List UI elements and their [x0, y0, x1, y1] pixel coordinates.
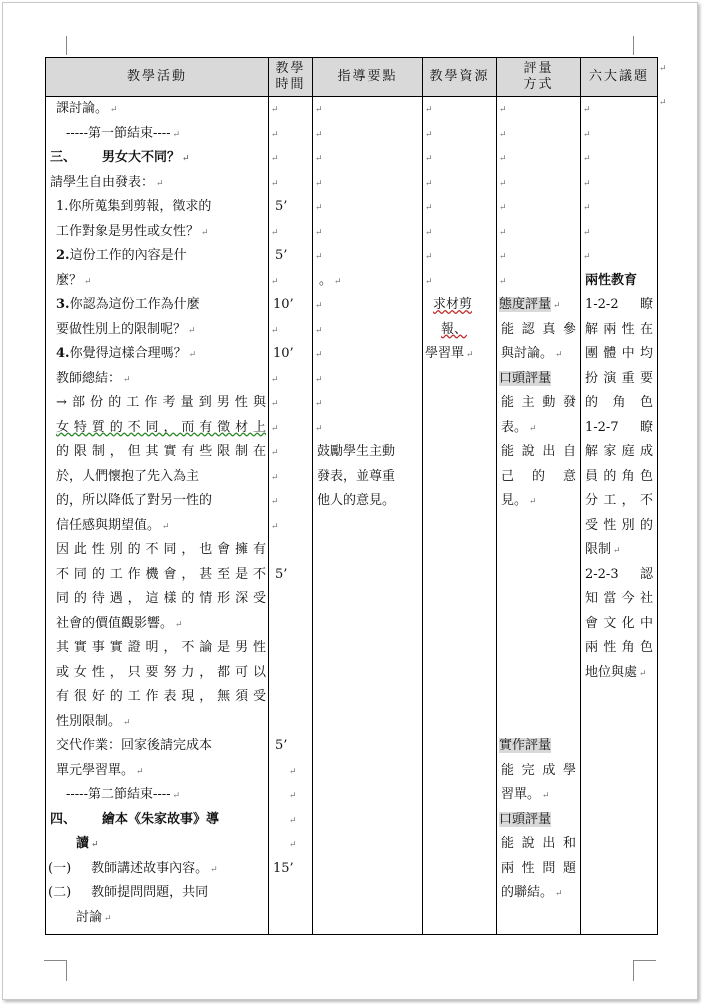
assessment-text: 能說出和	[501, 836, 576, 851]
time-value: 10’	[273, 297, 294, 312]
summary-line: 女特質的不同，而有徵材上	[56, 419, 266, 435]
time-cell: ↵	[271, 374, 279, 385]
guidance-cell: ↵	[315, 325, 323, 336]
issues-text: 受性別的	[585, 517, 653, 533]
assessment-cell	[497, 587, 580, 612]
guidance-cell: ↵	[315, 105, 323, 115]
resources-cell: ↵	[425, 105, 433, 115]
section-heading-continued: 讀 ↵	[76, 836, 99, 851]
resources-text: 學習單 ↵	[425, 346, 474, 361]
issues-text: 2-2-3 認	[585, 566, 653, 582]
assessment-text: 能完成學	[501, 762, 576, 778]
guidance-cell: ↵	[315, 350, 323, 360]
guidance-cell: ↵	[315, 423, 323, 434]
assessment-cell: ↵	[499, 154, 507, 164]
assessment-cell: ↵	[499, 105, 507, 115]
resources-column	[423, 97, 497, 935]
assessment-label: 口頭評量	[499, 811, 552, 827]
issues-text: 分工，不	[585, 493, 653, 508]
assessment-text: 表。 ↵	[501, 419, 537, 435]
question-1-continued: 工作對象是男性或女性？ ↵	[56, 223, 209, 239]
time-value: 5’	[275, 738, 288, 753]
crop-mark-bottom-right	[633, 960, 656, 981]
issues-cell: ↵	[583, 203, 591, 213]
issues-cell: ↵	[583, 105, 591, 115]
assessment-cell: ↵	[499, 178, 507, 189]
lesson-plan-table	[45, 57, 658, 935]
summary-line: 因此性別的不同，也會擁有	[56, 542, 266, 557]
issues-text: 會文化中	[585, 615, 653, 631]
summary-line: 性別限制。 ↵	[56, 713, 131, 729]
time-value: 5’	[275, 566, 288, 582]
issues-cell: ↵	[583, 227, 591, 238]
assessment-text: 能主動發	[501, 395, 576, 410]
section-heading: 三、 男女大不同？ ↵	[50, 150, 190, 165]
time-cell	[269, 538, 312, 563]
assessment-cell: ↵	[499, 129, 507, 140]
time-cell: ↵	[271, 399, 279, 409]
guidance-cell: ↵	[315, 203, 323, 213]
time-value: 10’	[273, 346, 294, 361]
issues-text: 解兩性在	[585, 321, 653, 337]
summary-line: 社會的價值觀影響。 ↵	[56, 615, 183, 631]
summary-line: 的限制，但其實有些限制在	[56, 444, 266, 459]
question-1: 1.你所蒐集到剪報，徵求的	[56, 199, 212, 214]
resources-cell: ↵	[425, 129, 433, 140]
assessment-cell: ↵	[499, 252, 507, 262]
crop-mark-bottom-left	[44, 960, 67, 981]
issues-column	[581, 97, 658, 935]
question-2-continued: 麼？ ↵	[56, 272, 92, 288]
time-value: 15’	[273, 860, 294, 876]
table-body-row	[46, 97, 658, 935]
guidance-cell: ↵	[315, 374, 323, 385]
assessment-label: 態度評量 ↵	[499, 297, 561, 312]
time-cell: ↵	[271, 129, 279, 140]
resources-cell: ↵	[425, 227, 433, 238]
time-cell: ↵	[271, 472, 279, 483]
guidance-text: 鼓勵學生主動	[317, 444, 396, 459]
time-cell	[269, 612, 312, 637]
time-cell	[269, 587, 312, 612]
issues-text: 地位與處 ↵	[585, 664, 647, 680]
question-4: 4.你覺得這樣合理嗎？ ↵	[56, 346, 197, 361]
question-3: 3.你認為這份工作為什麼	[56, 297, 200, 312]
summary-line: 同的待遇，這樣的情形深受	[56, 591, 266, 606]
guidance-cell: 。 ↵	[319, 272, 342, 288]
time-cell: ↵	[271, 497, 279, 507]
guidance-cell: ↵	[315, 178, 323, 189]
time-cell: ↵	[271, 276, 279, 287]
time-cell	[269, 636, 312, 661]
assessment-label: 實作評量	[499, 738, 552, 753]
issues-text: 兩性角色	[585, 640, 653, 655]
header-teaching-activity: 教學活動	[46, 58, 269, 97]
header-teaching-time: 教學 時間	[269, 58, 313, 97]
summary-line: 或女性，只要努力，都可以	[56, 664, 266, 680]
assessment-column	[497, 97, 581, 935]
assessment-cell: ↵	[499, 203, 507, 213]
resources-text: 報、	[441, 321, 468, 337]
resources-cell: ↵	[425, 154, 433, 164]
resources-cell: ↵	[425, 252, 433, 262]
activity-line: 請學生自由發表： ↵	[50, 174, 164, 190]
time-cell: ↵	[271, 154, 279, 164]
row-end-mark: ↵	[659, 98, 667, 108]
time-cell: ↵	[271, 178, 279, 189]
assessment-cell	[497, 661, 580, 686]
resources-text: 求材剪	[433, 297, 473, 312]
header-six-issues: 六大議題	[581, 58, 658, 97]
assessment-cell	[497, 710, 580, 735]
header-teaching-resources: 教學資源	[423, 58, 497, 97]
assessment-text: 己的意	[501, 468, 576, 484]
homework-line: 單元學習單。 ↵	[56, 762, 144, 778]
time-cell: ↵	[271, 448, 279, 458]
issues-cell: ↵	[583, 178, 591, 189]
resources-cell: ↵	[425, 276, 433, 287]
assessment-text: 的聯結。 ↵	[501, 885, 563, 900]
guidance-cell: ↵	[315, 129, 323, 140]
time-cell: ↵	[271, 325, 279, 336]
time-cell	[269, 661, 312, 686]
guidance-cell: ↵	[315, 252, 323, 262]
summary-line: 信任感與期望值。 ↵	[56, 517, 170, 533]
time-value: 5’	[275, 199, 288, 214]
homework-line: 交代作業：回家後請完成本	[56, 738, 213, 753]
question-2: 2.這份工作的內容是什	[56, 248, 187, 263]
crop-mark-top-right	[633, 36, 634, 55]
issues-text: 扮演重要	[585, 370, 653, 386]
time-value: 5’	[275, 248, 288, 263]
assessment-cell	[497, 685, 580, 710]
issues-text: 知當今社	[585, 591, 653, 606]
summary-line: 其實事實證明，不論是男性	[56, 640, 266, 655]
guidance-text: 發表，並尊重	[317, 468, 396, 484]
issues-text: 員的角色	[585, 468, 653, 484]
header-assessment-method: 評量 方式	[497, 58, 581, 97]
assessment-label: 口頭評量	[499, 370, 552, 386]
guidance-cell: ↵	[315, 301, 323, 311]
assessment-cell: ↵	[499, 276, 507, 287]
sub-item-2-continued: 討論 ↵	[76, 909, 112, 925]
crop-mark-top-left	[66, 36, 67, 55]
time-cell: ↵	[271, 423, 279, 434]
time-cell: ↵	[289, 840, 297, 850]
assessment-cell: ↵	[499, 227, 507, 238]
issues-text: 團體中均	[585, 346, 653, 361]
assessment-text: 兩性問題	[501, 860, 576, 876]
guidance-cell: ↵	[315, 154, 323, 164]
assessment-text: 習單。 ↵	[501, 787, 550, 802]
summary-line: →部份的工作考量到男性與	[56, 395, 266, 410]
question-3-continued: 要做性別上的限制呢？ ↵	[56, 321, 196, 337]
guidance-cell: ↵	[315, 399, 323, 409]
time-cell: ↵	[289, 766, 297, 777]
assessment-cell	[497, 612, 580, 637]
activity-column	[46, 97, 269, 935]
assessment-cell	[497, 538, 580, 563]
time-cell: ↵	[271, 105, 279, 115]
section-heading: 四、 繪本《朱家故事》導	[50, 811, 220, 827]
time-cell: ↵	[271, 227, 279, 238]
time-cell	[269, 710, 312, 735]
row-end-mark: ↵	[659, 64, 667, 74]
time-cell: ↵	[289, 815, 297, 826]
time-cell	[269, 685, 312, 710]
issues-cell: ↵	[583, 252, 591, 262]
guidance-cell: ↵	[315, 227, 323, 238]
issues-text: 1-2-2 瞭	[585, 297, 653, 312]
issues-cell: ↵	[583, 129, 591, 140]
resources-cell: ↵	[425, 178, 433, 189]
issues-text: 限制 ↵	[585, 542, 621, 557]
summary-line: 有很好的工作表現，無須受	[56, 689, 266, 704]
assessment-cell	[497, 636, 580, 661]
guidance-column	[313, 97, 423, 935]
section-end-marker: -----第二節結束---- ↵	[66, 787, 181, 802]
sub-item-2: (二) 教師提問問題，共同	[48, 885, 209, 900]
guidance-text: 他人的意見。	[317, 493, 396, 508]
assessment-text: 能說出自	[501, 444, 576, 459]
header-guidance-points: 指導要點	[313, 58, 423, 97]
assessment-cell	[497, 514, 580, 539]
issues-heading: 兩性教育	[585, 272, 638, 288]
table-header-row	[46, 58, 658, 97]
time-cell: ↵	[289, 791, 297, 801]
resources-cell: ↵	[425, 203, 433, 213]
section-end-marker: -----第一節結束---- ↵	[66, 125, 181, 141]
time-cell: ↵	[271, 521, 279, 532]
summary-line: 於，人們懷抱了先入為主	[56, 468, 200, 484]
assessment-text: 與討論。 ↵	[501, 346, 563, 361]
assessment-text: 見。 ↵	[501, 493, 537, 508]
summary-line: 不同的工作機會，甚至是不	[56, 566, 266, 582]
sub-item-1: (一) 教師講述故事內容。 ↵	[48, 860, 218, 876]
issues-text: 的角色	[585, 395, 653, 410]
issues-cell: ↵	[583, 154, 591, 164]
assessment-cell	[497, 563, 580, 588]
issues-text: 1-2-7 瞭	[585, 419, 653, 435]
activity-line: 課討論。 ↵	[56, 101, 118, 116]
summary-line: 的，所以降低了對另一性的	[56, 493, 213, 508]
issues-text: 解家庭成	[585, 444, 653, 459]
assessment-text: 能認真參	[501, 321, 576, 337]
time-column	[269, 97, 313, 935]
teacher-summary-label: 教師總結： ↵	[56, 370, 131, 386]
